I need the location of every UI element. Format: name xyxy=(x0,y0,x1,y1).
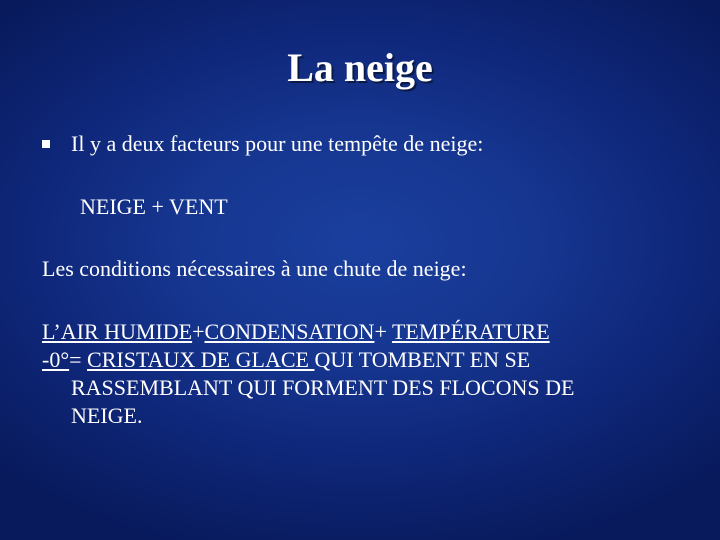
qui-tombent-text: QUI TOMBENT EN SE xyxy=(314,347,531,372)
cristaux-text: CRISTAUX DE GLACE xyxy=(87,347,315,372)
equals-sign: = xyxy=(69,347,88,372)
condensation-text: CONDENSATION xyxy=(204,319,375,344)
minus-zero-text: -0° xyxy=(42,347,70,372)
paragraph-line-1 xyxy=(42,318,682,346)
bullet-text: Il y a deux facteurs pour une tempête de neige: xyxy=(71,131,484,156)
temperature-text: TEMPÉRATURE xyxy=(391,319,550,344)
air-humide-text: L’AIR HUMIDE xyxy=(42,319,193,344)
slide-title: La neige xyxy=(287,45,433,90)
square-bullet-icon xyxy=(42,140,50,148)
paragraph-line-3: RASSEMBLANT QUI FORMENT DES FLOCONS DE xyxy=(71,375,575,400)
conditions-heading: Les conditions nécessaires à une chute de neige: xyxy=(42,256,467,281)
paragraph-line-2 xyxy=(42,346,682,374)
paragraph-line-4: NEIGE. xyxy=(71,403,143,428)
neige-vent-line: NEIGE + VENT xyxy=(80,194,228,219)
plus-sign-2: + xyxy=(374,319,392,344)
conditions-paragraph xyxy=(42,318,682,430)
plus-sign: + xyxy=(192,319,205,344)
